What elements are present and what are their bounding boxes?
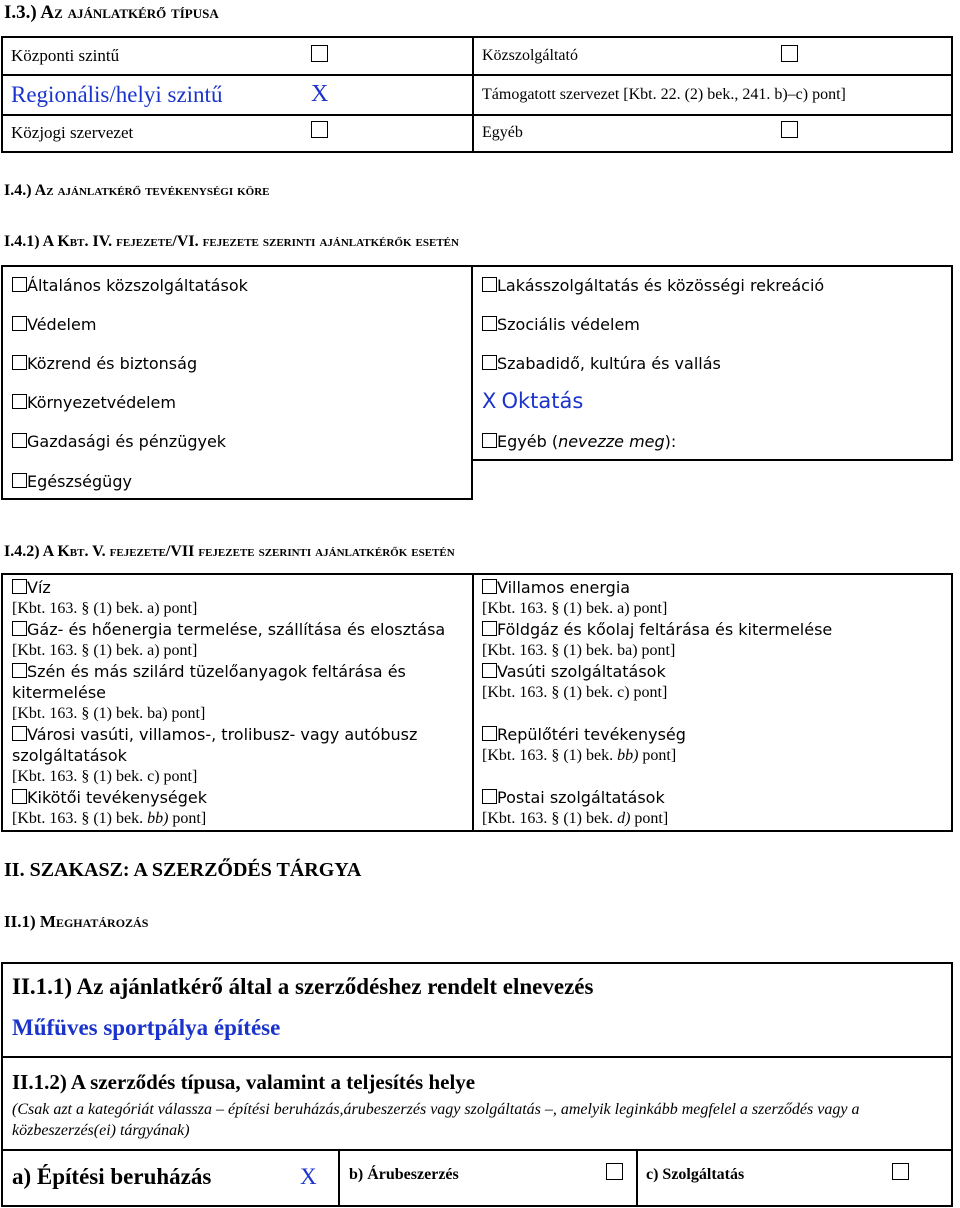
checkbox-arubeszerzes[interactable] <box>606 1163 623 1180</box>
checkbox-egyeb[interactable] <box>781 121 798 138</box>
checkbox[interactable] <box>12 316 27 331</box>
contract-name-value: Műfüves sportpálya építése <box>12 1015 281 1040</box>
activity-item[interactable]: Szabadidő, kultúra és vallás <box>482 354 824 393</box>
utility-item[interactable]: Gáz- és hőenergia termelése, szállítása és elosztása <box>12 619 467 640</box>
checkbox[interactable] <box>12 277 27 292</box>
checkbox[interactable] <box>482 316 497 331</box>
legal-ref: [Kbt. 163. § (1) bek. c) pont] <box>12 768 198 785</box>
legal-ref: [Kbt. 163. § (1) bek. d) pont] <box>482 810 669 827</box>
legal-ref: [Kbt. 163. § (1) bek. ba) pont] <box>482 642 676 659</box>
checkbox[interactable] <box>12 789 27 804</box>
type-option-kozszolgaltato: Közszolgáltató <box>482 47 578 64</box>
activity-item[interactable]: Szociális védelem <box>482 315 824 354</box>
activity-item-oktatas[interactable]: X Oktatás <box>482 389 584 413</box>
utility-item-continued: kitermelése <box>12 683 107 702</box>
utility-item[interactable]: Városi vasúti, villamos-, trolibusz- vagy autóbusz <box>12 724 467 745</box>
type-option-epitesi: a) Építési beruházás <box>12 1164 212 1189</box>
contract-type-question: II.1.2) A szerződés típusa, valamint a teljesítés helye <box>12 1070 476 1094</box>
section-heading-ii: II. SZAKASZ: A SZERZŐDÉS TÁRGYA <box>4 859 362 881</box>
mark-epitesi[interactable]: X <box>300 1164 317 1189</box>
type-option-arubeszerzes: b) Árubeszerzés <box>349 1166 459 1183</box>
checkbox[interactable] <box>482 726 497 741</box>
checkbox[interactable] <box>482 433 497 448</box>
utility-item[interactable]: Földgáz és kőolaj feltárása és kitermelése <box>482 619 947 640</box>
mark-regionalis[interactable]: X <box>311 81 329 107</box>
legal-ref: [Kbt. 163. § (1) bek. c) pont] <box>482 684 668 701</box>
subsection-heading-i41: I.4.1) A Kbt. IV. fejezete/VI. fejezete szerinti ajánlatkérők esetén <box>4 233 459 250</box>
checkbox[interactable] <box>482 277 497 292</box>
activity-item[interactable]: Gazdasági és pénzügyek <box>12 432 248 472</box>
utility-item[interactable]: Víz <box>12 577 467 598</box>
checkbox[interactable] <box>12 394 27 409</box>
section-heading-i3: I.3.) Az ajánlatkérő típusa <box>4 2 219 23</box>
checkbox[interactable] <box>482 355 497 370</box>
legal-ref: [Kbt. 163. § (1) bek. ba) pont] <box>12 705 206 722</box>
legal-ref: [Kbt. 163. § (1) bek. a) pont] <box>482 600 668 617</box>
utility-item[interactable]: Postai szolgáltatások <box>482 787 947 808</box>
checkbox[interactable] <box>12 579 27 594</box>
type-option-szolgaltatas: c) Szolgáltatás <box>646 1166 745 1183</box>
activity-item[interactable]: Lakásszolgáltatás és közösségi rekreáció <box>482 276 824 315</box>
subsection-heading-i42: I.4.2) A Kbt. V. fejezete/VII fejezete szerinti ajánlatkérők esetén <box>4 543 455 560</box>
activity-item-egyeb[interactable]: Egyéb (nevezze meg): <box>482 432 824 471</box>
subsection-heading-ii1: II.1) Meghatározás <box>4 912 149 931</box>
utility-item[interactable]: Villamos energia <box>482 577 947 598</box>
checkbox[interactable] <box>482 663 497 678</box>
checkbox[interactable] <box>12 621 27 636</box>
checkbox[interactable] <box>12 473 27 488</box>
utility-item-continued: szolgáltatások <box>12 746 127 765</box>
legal-ref: [Kbt. 163. § (1) bek. a) pont] <box>12 642 198 659</box>
checkbox-kozponti[interactable] <box>311 45 328 62</box>
legal-ref: [Kbt. 163. § (1) bek. bb) pont] <box>482 747 677 764</box>
utility-item[interactable]: Repülőtéri tevékenység <box>482 724 947 745</box>
checkbox[interactable] <box>482 789 497 804</box>
checkbox[interactable] <box>482 621 497 636</box>
checkbox-kozszolgaltato[interactable] <box>781 45 798 62</box>
section-heading-i4: I.4.) Az ajánlatkérő tevékenységi köre <box>4 182 270 199</box>
legal-ref: [Kbt. 163. § (1) bek. a) pont] <box>12 600 198 617</box>
contract-type-note: (Csak azt a kategóriát válassza – építési beruházás,árubeszerzés vagy szolgáltatás –, amelyik leginkább megfelel a szerződés vagy a közbeszerzés(ei) tárgyának) <box>12 1101 860 1139</box>
checkbox[interactable] <box>12 355 27 370</box>
checkbox[interactable] <box>12 663 27 678</box>
checkbox-szolgaltatas[interactable] <box>892 1163 909 1180</box>
legal-ref: [Kbt. 163. § (1) bek. bb) pont] <box>12 810 207 827</box>
activity-item[interactable]: Egészségügy <box>12 472 248 511</box>
activity-item[interactable]: Általános közszolgáltatások <box>12 276 248 315</box>
checkbox[interactable] <box>12 726 27 741</box>
type-option-tamogatott: Támogatott szervezet [Kbt. 22. (2) bek., 241. b)–c) pont] <box>482 86 846 103</box>
utility-item[interactable]: Kikötői tevékenységek <box>12 787 467 808</box>
checkbox-kozjogi[interactable] <box>311 121 328 138</box>
activity-item[interactable]: Környezetvédelem <box>12 393 248 432</box>
contract-name-question: II.1.1) Az ajánlatkérő által a szerződéshez rendelt elnevezés <box>12 974 594 999</box>
checkbox[interactable] <box>482 579 497 594</box>
activity-item[interactable]: Védelem <box>12 315 248 354</box>
utility-item[interactable]: Szén és más szilárd tüzelőanyagok feltárása és <box>12 661 467 682</box>
type-option-kozponti: Központi szintű <box>11 46 120 65</box>
type-option-egyeb: Egyéb <box>482 124 523 141</box>
type-option-kozjogi: Közjogi szervezet <box>11 123 134 142</box>
activity-item[interactable]: Közrend és biztonság <box>12 354 248 393</box>
checkbox[interactable] <box>12 433 27 448</box>
type-option-regionalis: Regionális/helyi szintű <box>11 82 223 107</box>
utility-item[interactable]: Vasúti szolgáltatások <box>482 661 947 682</box>
